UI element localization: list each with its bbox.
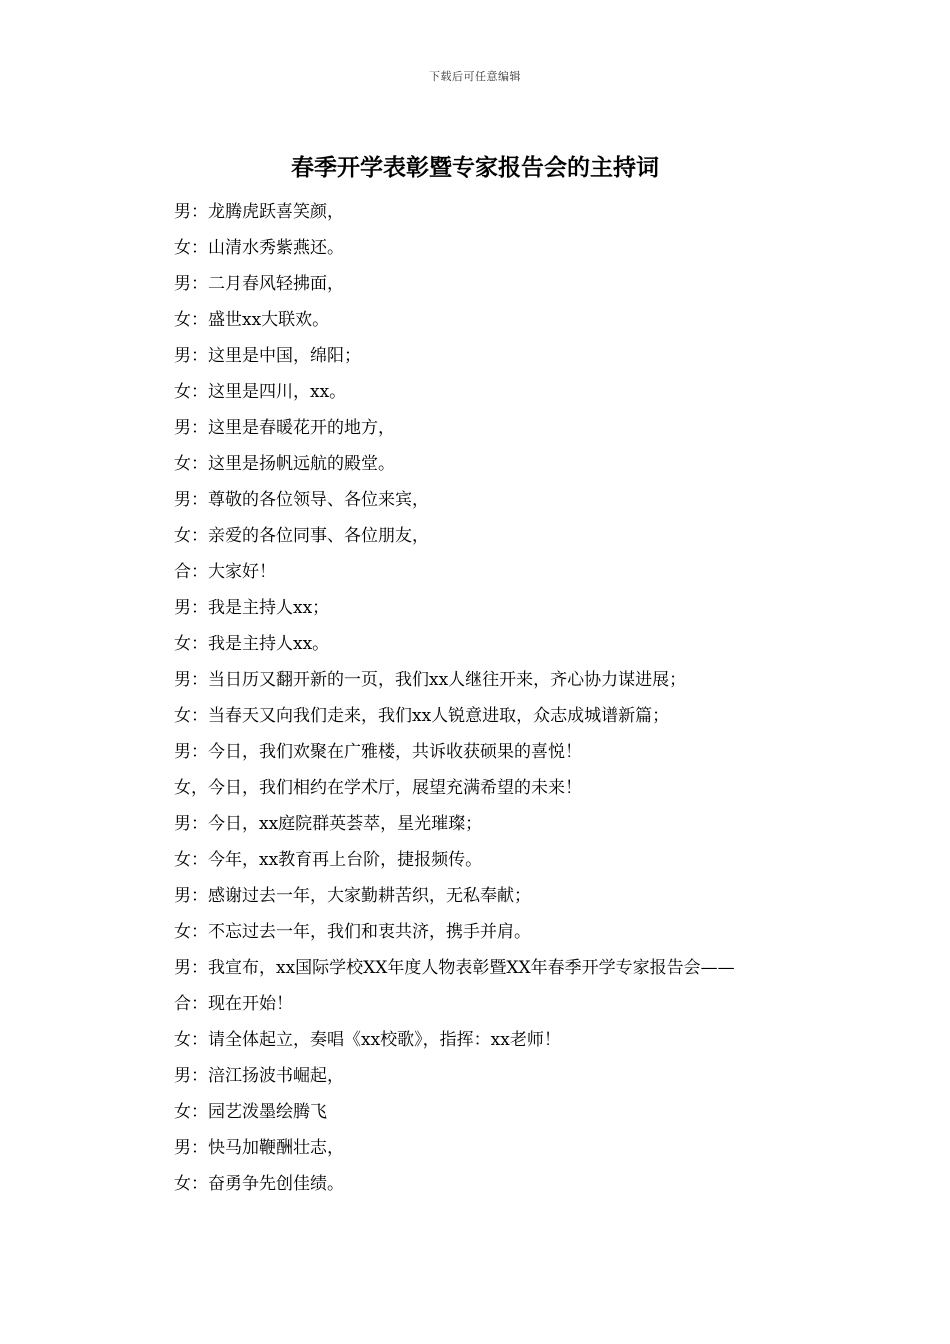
script-line: 女：不忘过去一年，我们和衷共济，携手并肩。 bbox=[174, 922, 531, 942]
script-line: 男：这里是春暖花开的地方， bbox=[174, 418, 395, 438]
script-line: 男：龙腾虎跃喜笑颜， bbox=[174, 202, 344, 222]
script-line: 男：今日，xx庭院群英荟萃，星光璀璨； bbox=[174, 814, 483, 834]
script-line: 女：盛世xx大联欢。 bbox=[174, 310, 330, 330]
script-line: 男：今日，我们欢聚在广雅楼，共诉收获硕果的喜悦！ bbox=[174, 742, 582, 762]
header-note: 下载后可任意编辑 bbox=[429, 70, 521, 83]
script-line: 男：尊敬的各位领导、各位来宾， bbox=[174, 490, 429, 510]
script-line: 男：我宣布，xx国际学校XX年度人物表彰暨XX年春季开学专家报告会—— bbox=[174, 958, 735, 978]
script-line: 合：大家好！ bbox=[174, 562, 276, 582]
script-line: 男：涪江扬波书崛起， bbox=[174, 1066, 344, 1086]
script-line: 女：山清水秀紫燕还。 bbox=[174, 238, 344, 258]
script-line: 女，今日，我们相约在学术厅，展望充满希望的未来！ bbox=[174, 778, 582, 798]
script-line: 男：二月春风轻拂面， bbox=[174, 274, 344, 294]
script-line: 女：亲爱的各位同事、各位朋友， bbox=[174, 526, 429, 546]
script-line: 男：快马加鞭酬壮志， bbox=[174, 1138, 344, 1158]
script-line: 女：我是主持人xx。 bbox=[174, 634, 330, 654]
script-line: 男：这里是中国，绵阳； bbox=[174, 346, 361, 366]
script-line: 女：今年，xx教育再上台阶，捷报频传。 bbox=[174, 850, 483, 870]
script-line: 女：当春天又向我们走来，我们xx人锐意进取，众志成城谱新篇； bbox=[174, 706, 670, 726]
script-line: 女：奋勇争先创佳绩。 bbox=[174, 1174, 344, 1194]
document-title: 春季开学表彰暨专家报告会的主持词 bbox=[291, 154, 659, 181]
script-line: 女：请全体起立，奏唱《xx校歌》，指挥：xx老师！ bbox=[174, 1030, 561, 1050]
script-line: 女：这里是四川，xx。 bbox=[174, 382, 347, 402]
script-line: 男：感谢过去一年，大家勤耕苦织，无私奉献； bbox=[174, 886, 531, 906]
script-line: 女：园艺泼墨绘腾飞 bbox=[174, 1102, 327, 1122]
script-line: 合：现在开始！ bbox=[174, 994, 293, 1014]
script-line: 男：当日历又翻开新的一页，我们xx人继往开来，齐心协力谋进展； bbox=[174, 670, 687, 690]
script-line: 男：我是主持人xx； bbox=[174, 598, 330, 618]
script-line: 女：这里是扬帆远航的殿堂。 bbox=[174, 454, 395, 474]
script-lines bbox=[174, 194, 874, 1202]
